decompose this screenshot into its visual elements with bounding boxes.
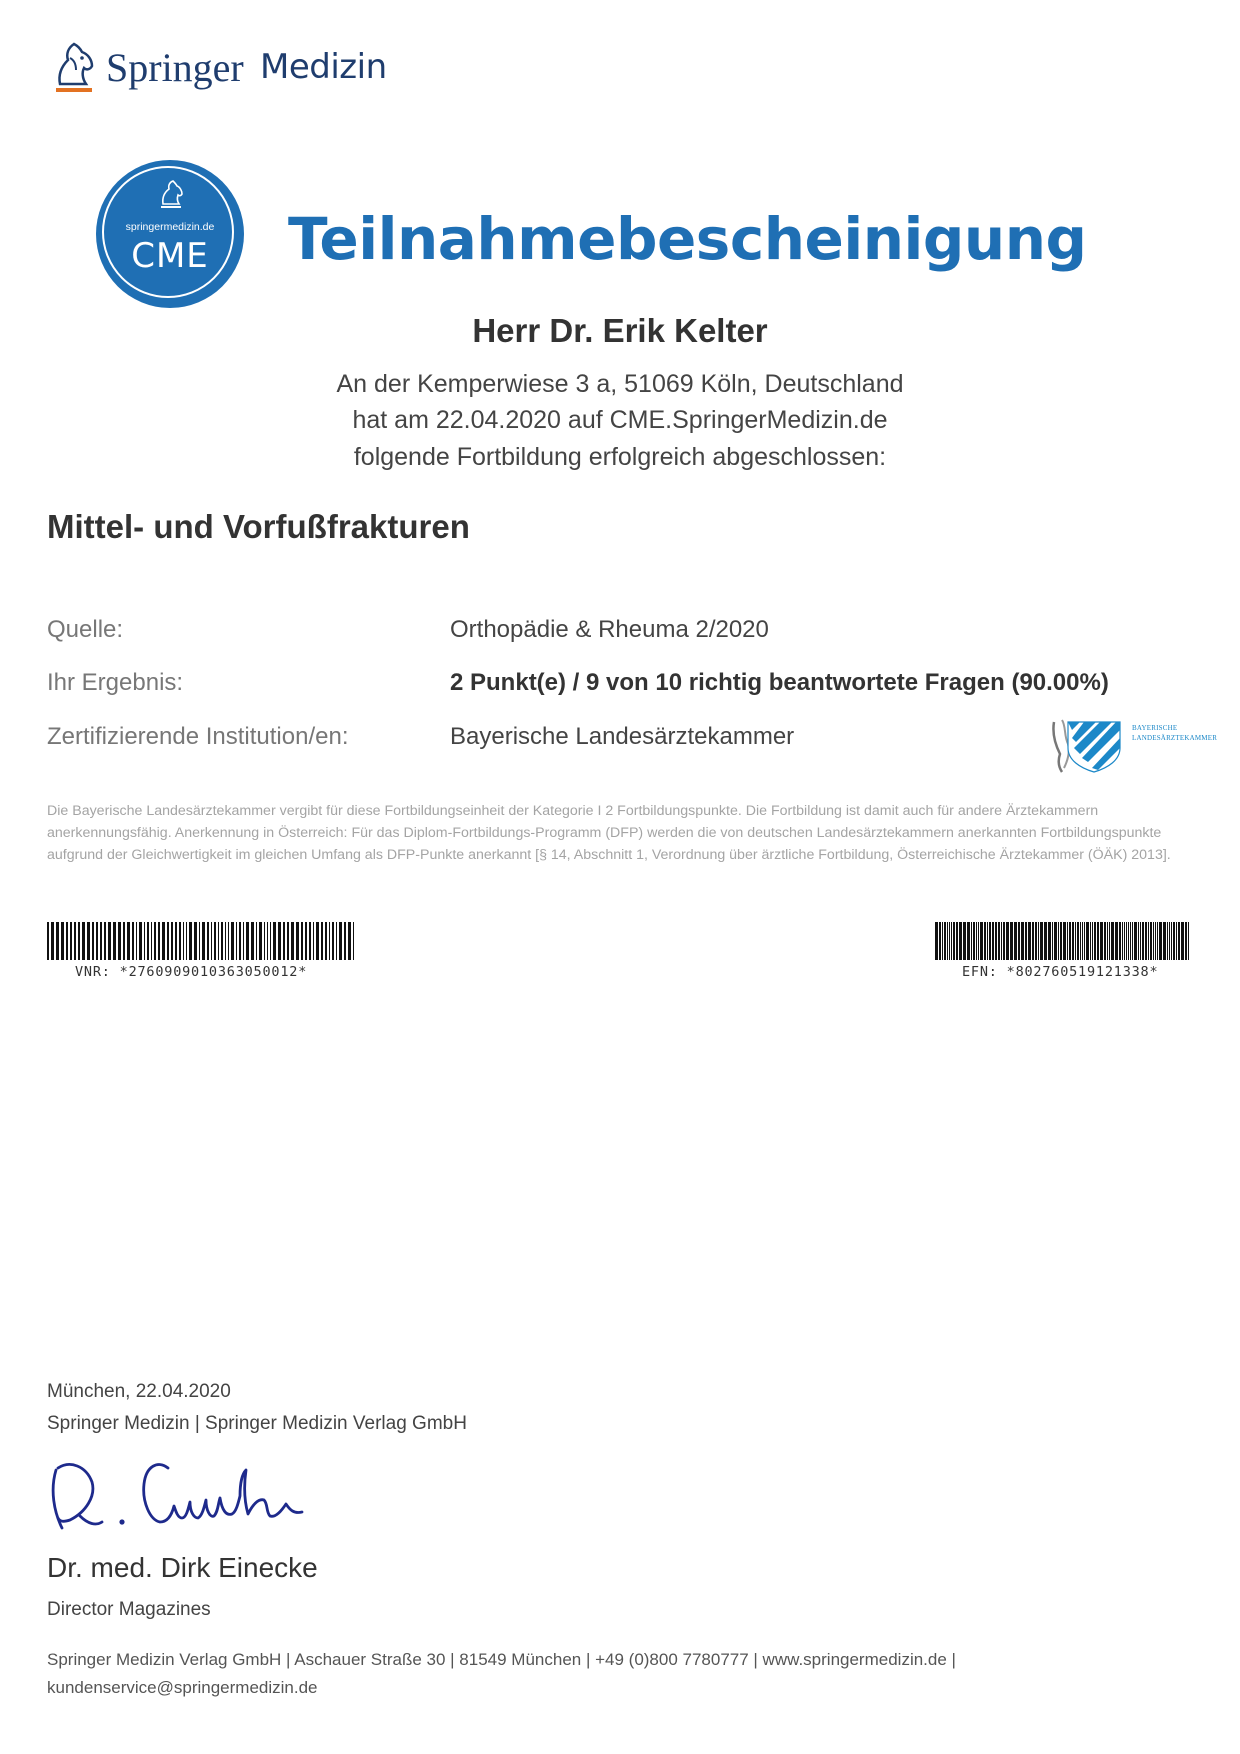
- barcode-bar: [239, 922, 241, 960]
- barcode-bar: [935, 922, 938, 960]
- barcode-bar: [971, 922, 972, 960]
- barcode-bar: [183, 922, 184, 960]
- barcode-bar: [1090, 922, 1091, 960]
- barcode-bar: [1134, 922, 1137, 960]
- barcode-bar: [339, 922, 342, 960]
- barcode-bar: [1038, 922, 1039, 960]
- course-title: Mittel- und Vorfußfrakturen: [47, 508, 470, 545]
- barcode-bar: [1018, 922, 1020, 960]
- barcode-bar: [1067, 922, 1068, 960]
- barcode-bar: [1109, 922, 1110, 960]
- barcode-bar: [1167, 922, 1168, 960]
- barcode-bar: [214, 922, 216, 960]
- barcode-bar: [267, 922, 268, 960]
- barcode-bar: [1097, 922, 1099, 960]
- barcode-bar: [175, 922, 177, 960]
- barcode-bar: [221, 922, 223, 960]
- barcode-bar: [1115, 922, 1118, 960]
- barcode-bar: [947, 922, 948, 960]
- barcode-bar: [96, 922, 98, 960]
- barcode-bar: [321, 922, 323, 960]
- barcode-bar: [291, 922, 294, 960]
- recipient-address: An der Kemperwiese 3 a, 51069 Köln, Deutschland: [336, 370, 904, 398]
- barcode-bar: [127, 922, 130, 960]
- barcode-bar: [956, 922, 958, 960]
- barcode-bar: [1001, 922, 1002, 960]
- barcode-bar: [1028, 922, 1031, 960]
- barcode-bar: [108, 922, 111, 960]
- legal-note: Die Bayerische Landesärztekammer vergibt für diese Fortbildungseinheit der Kategorie I 2 Fortbildungspunkte. Die Fortbildung ist damit auch für andere Ärztekammern anerkennungsfähig. Anerkennung in Österreich: Für das Diplom-Fortbildungs-Programm (DFP) werden die von deutschen Landesärztekammern anerkannten Fortbildungspunkte aufgrund der Gleichwertigkeit im gleichen Umfang als DFP-Punkte anerkannt [§ 14, Abschnitt 1, Verordnung über ärztliche Fortbildung, Österreichische Ärztekammer (ÖÄK) 2013].: [47, 803, 1171, 863]
- barcode-bar: [1021, 922, 1024, 960]
- barcode-bar: [1155, 922, 1156, 960]
- barcode-bar: [1159, 922, 1162, 960]
- barcode-bar: [61, 922, 64, 960]
- barcode-bar: [348, 922, 351, 960]
- barcode-bar: [1040, 922, 1043, 960]
- barcode-bar: [1140, 922, 1141, 960]
- barcode-bar: [74, 922, 76, 960]
- barcode-bar: [144, 922, 145, 960]
- barcode-bar: [199, 922, 200, 960]
- source-label: Quelle:: [47, 616, 124, 643]
- badge-site: springermedizin.de: [125, 221, 215, 233]
- brand-sub: Medizin: [260, 47, 387, 87]
- barcode-bar: [202, 922, 205, 960]
- signer-role: Director Magazines: [47, 1599, 211, 1620]
- barcode-bar: [963, 922, 966, 960]
- barcode-bar: [1082, 922, 1083, 960]
- badge-label: CME: [131, 236, 209, 276]
- barcode-bar: [316, 922, 319, 960]
- place-date: München, 22.04.2020: [47, 1381, 231, 1402]
- handwritten-signature: [40, 1440, 360, 1540]
- barcode-bar: [211, 922, 212, 960]
- barcode-bar: [1145, 922, 1147, 960]
- barcode-bar: [336, 922, 337, 960]
- barcode-bar: [139, 922, 142, 960]
- barcode-bar: [270, 922, 271, 960]
- barcode-bar: [1092, 922, 1093, 960]
- barcode-bar: [1181, 922, 1184, 960]
- brand-name: Springer: [106, 45, 244, 90]
- barcode-bar: [1132, 922, 1133, 960]
- barcode-bar: [353, 922, 354, 960]
- barcode-bar: [1035, 922, 1037, 960]
- barcode-bar: [104, 922, 106, 960]
- barcode-bar: [296, 922, 299, 960]
- barcode-bar: [47, 922, 49, 960]
- completion-text-line: folgende Fortbildung erfolgreich abgeschlossen:: [353, 443, 887, 471]
- recipient-name: Herr Dr. Erik Kelter: [472, 312, 768, 349]
- barcode-bar: [976, 922, 977, 960]
- barcode-bar: [998, 922, 1000, 960]
- barcode-bar: [179, 922, 181, 960]
- barcode-bar: [1044, 922, 1047, 960]
- barcode-bar: [231, 922, 234, 960]
- barcode-bar: [113, 922, 116, 960]
- barcode-bar: [1138, 922, 1139, 960]
- barcode-bar: [1185, 922, 1187, 960]
- barcode-bar: [1176, 922, 1177, 960]
- barcode-bar: [1128, 922, 1129, 960]
- barcode-bar: [87, 922, 90, 960]
- barcode-bar: [132, 922, 134, 960]
- barcode-bar: [1075, 922, 1076, 960]
- vnr-code: VNR: *2760909010363050012*: [75, 964, 308, 980]
- barcode-bar: [1084, 922, 1085, 960]
- barcode-bar: [92, 922, 94, 960]
- barcode-bar: [70, 922, 72, 960]
- barcode-bar: [1126, 922, 1127, 960]
- barcode-bar: [989, 922, 991, 960]
- barcode-bar: [1124, 922, 1125, 960]
- barcode-bar: [251, 922, 254, 960]
- cme-badge: [96, 160, 244, 308]
- barcode-bar: [1188, 922, 1189, 960]
- barcode-bar: [1150, 922, 1152, 960]
- barcode-bar: [1153, 922, 1154, 960]
- barcode-bar: [162, 922, 165, 960]
- blaek-logo-line1: BAYERISCHE: [1132, 724, 1178, 732]
- barcode-bar: [1157, 922, 1158, 960]
- barcode-bar: [287, 922, 289, 960]
- footer-email: kundenservice@springermedizin.de: [47, 1678, 318, 1697]
- springer-horse-logo-icon: [48, 40, 100, 96]
- barcode-bar: [987, 922, 988, 960]
- barcode-bar: [939, 922, 941, 960]
- barcode-bar: [978, 922, 979, 960]
- barcode-bar: [151, 922, 152, 960]
- barcode-bar: [1058, 922, 1059, 960]
- barcode-bar: [264, 922, 265, 960]
- barcode-bar: [1100, 922, 1103, 960]
- barcode-bar: [332, 922, 334, 960]
- signing-organization: Springer Medizin | Springer Medizin Verlag GmbH: [47, 1413, 467, 1434]
- barcode-bar: [1104, 922, 1106, 960]
- barcode-bar: [78, 922, 80, 960]
- institution-label: Zertifizierende Institution/en:: [47, 723, 349, 750]
- barcode-bar: [953, 922, 955, 960]
- barcode-bar: [1010, 922, 1013, 960]
- vnr-barcode: [47, 922, 357, 960]
- barcode-bar: [305, 922, 307, 960]
- barcode-bar: [1054, 922, 1057, 960]
- barcode-bar: [118, 922, 121, 960]
- barcode-bar: [995, 922, 997, 960]
- barcode-bar: [1122, 922, 1123, 960]
- barcode-bar: [1052, 922, 1053, 960]
- barcode-bar: [1173, 922, 1175, 960]
- barcode-bar: [973, 922, 975, 960]
- barcode-bar: [344, 922, 346, 960]
- barcode-bar: [186, 922, 187, 960]
- barcode-bar: [980, 922, 983, 960]
- barcode-bar: [1063, 922, 1066, 960]
- barcode-bar: [1006, 922, 1009, 960]
- barcode-bar: [1060, 922, 1062, 960]
- barcode-bar: [154, 922, 156, 960]
- bavarian-crest-icon: [1050, 716, 1130, 774]
- barcode-bar: [1014, 922, 1017, 960]
- springer-medizin-logo: [48, 40, 408, 96]
- barcode-bar: [1119, 922, 1121, 960]
- barcode-bar: [942, 922, 943, 960]
- barcode-bar: [225, 922, 226, 960]
- result-label: Ihr Ergebnis:: [47, 669, 184, 696]
- barcode-bar: [1171, 922, 1172, 960]
- barcode-bar: [329, 922, 330, 960]
- barcode-bar: [1178, 922, 1180, 960]
- institution-value: Bayerische Landesärztekammer: [450, 723, 795, 750]
- footer-address: Springer Medizin Verlag GmbH | Aschauer Straße 30 | 81549 München | +49 (0)800 7780777 | www.springermedizin.de |: [47, 1650, 956, 1669]
- barcode-bar: [959, 922, 962, 960]
- barcode-bar: [949, 922, 950, 960]
- barcode-bar: [189, 922, 192, 960]
- blaek-logo-line2: LANDESÄRZTEKAMMER: [1132, 734, 1218, 742]
- barcode-bar: [246, 922, 249, 960]
- barcode-bar: [228, 922, 229, 960]
- barcode-bar: [207, 922, 209, 960]
- efn-code: EFN: *802760519121338*: [962, 964, 1159, 980]
- horse-head-icon: [158, 180, 184, 210]
- barcode-bar: [944, 922, 946, 960]
- document-title: Teilnahmebescheinigung: [288, 205, 1087, 273]
- barcode-bar: [236, 922, 237, 960]
- barcode-bar: [56, 922, 59, 960]
- barcode-bar: [243, 922, 244, 960]
- blaek-logo: [1050, 716, 1218, 774]
- barcode-bar: [167, 922, 169, 960]
- barcode-bar: [1107, 922, 1108, 960]
- efn-barcode: [935, 922, 1190, 960]
- barcode-bar: [136, 922, 137, 960]
- barcode-bar: [1048, 922, 1051, 960]
- barcode-bar: [1148, 922, 1149, 960]
- barcode-bar: [100, 922, 102, 960]
- barcode-bar: [147, 922, 149, 960]
- barcode-bar: [158, 922, 160, 960]
- barcode-bar: [951, 922, 952, 960]
- barcode-bar: [66, 922, 68, 960]
- barcode-bar: [256, 922, 257, 960]
- barcode-bar: [1094, 922, 1096, 960]
- barcode-bar: [1003, 922, 1005, 960]
- barcode-bar: [1080, 922, 1081, 960]
- barcode-bar: [1072, 922, 1074, 960]
- barcode-bar: [309, 922, 311, 960]
- barcode-bar: [301, 922, 303, 960]
- barcode-bar: [283, 922, 285, 960]
- barcode-bar: [1111, 922, 1114, 960]
- barcode-bar: [1032, 922, 1034, 960]
- barcode-bar: [123, 922, 125, 960]
- barcode-bar: [171, 922, 173, 960]
- barcode-bar: [1163, 922, 1166, 960]
- barcode-bar: [313, 922, 314, 960]
- result-value: 2 Punkt(e) / 9 von 10 richtig beantwortete Fragen (90.00%): [450, 669, 1109, 696]
- barcode-bar: [273, 922, 276, 960]
- barcode-bar: [218, 922, 219, 960]
- barcode-bar: [278, 922, 281, 960]
- barcode-bar: [1025, 922, 1027, 960]
- barcode-bar: [325, 922, 327, 960]
- barcode-bar: [1069, 922, 1071, 960]
- barcode-bar: [51, 922, 54, 960]
- barcode-bar: [194, 922, 197, 960]
- barcode-bar: [259, 922, 262, 960]
- barcode-bar: [1086, 922, 1089, 960]
- source-value: Orthopädie & Rheuma 2/2020: [450, 616, 769, 643]
- barcode-bar: [992, 922, 994, 960]
- signer-name: Dr. med. Dirk Einecke: [47, 1552, 318, 1583]
- barcode-bar: [1142, 922, 1144, 960]
- barcode-bar: [1130, 922, 1131, 960]
- barcode-bar: [82, 922, 85, 960]
- barcode-bar: [984, 922, 986, 960]
- barcode-bar: [1077, 922, 1079, 960]
- barcode-bar: [1169, 922, 1170, 960]
- completion-date-line: hat am 22.04.2020 auf CME.SpringerMedizin.de: [352, 406, 888, 434]
- barcode-bar: [967, 922, 970, 960]
